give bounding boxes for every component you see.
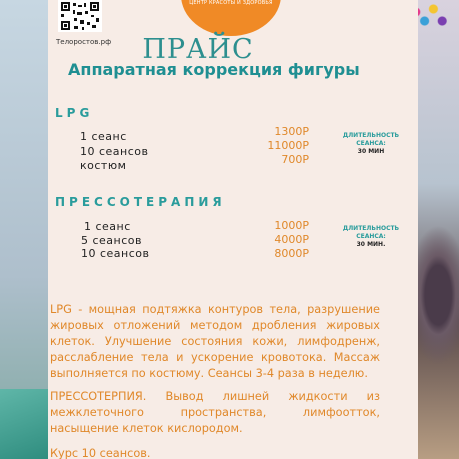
lpg-duration-line: 30 МИН (357, 148, 385, 155)
presso-row-label: 10 сеансов (81, 247, 150, 260)
lpg-row-label: 10 сеансов (80, 145, 149, 158)
lpg-price: 1300Р (274, 125, 309, 138)
presso-row-label: 1 сеанс (84, 220, 131, 233)
qr-code[interactable] (58, 0, 102, 32)
lpg-price: 700Р (281, 153, 309, 166)
presso-price: 4000Р (274, 233, 309, 246)
presso-duration (331, 225, 411, 249)
logo-caption: ЦЕНТР КРАСОТЫ И ЗДОРОВЬЯ (189, 0, 273, 6)
lpg-description: LPG - мощная подтяжка контуров тела, разрушение жировых отложений методом дробления жировых клеток. Улучшение состояния кожи, лимфодренж, расслабление тела и ускорение кровотока. Массаж выполняется по костюму. Сеансы 3-4 раза в неделю. (50, 303, 380, 380)
presso-duration-line: ДЛИТЕЛЬНОСТЬ (342, 225, 400, 232)
lpg-heading: LPG (55, 106, 94, 120)
price-card (48, 0, 418, 459)
presso-price: 1000Р (274, 219, 309, 232)
presso-heading: ПРЕССОТЕРАПИЯ (55, 195, 226, 209)
course-text: Курс 10 сеансов. (50, 447, 151, 459)
lpg-price: 11000Р (267, 139, 309, 152)
website-text: Телоростов.рф (56, 38, 112, 46)
background-teal-box (0, 389, 48, 459)
presso-row-label: 5 сеансов (81, 234, 143, 247)
lpg-row-label: 1 сеанс (80, 130, 127, 143)
page-subtitle: Аппаратная коррекция фигуры (68, 60, 360, 79)
presso-duration-line: СЕАНСА: (356, 233, 386, 240)
presso-description: ПРЕССОТЕРПИЯ. Вывод лишней жидкости из межклеточного пространства, лимфоотток, насыщение клеток кислородом. (50, 390, 380, 435)
presso-duration-line: 30 МИН. (356, 241, 386, 248)
lpg-row-label: костюм (80, 159, 127, 172)
page-title: ПРАЙС (142, 34, 254, 65)
lpg-duration (331, 132, 411, 156)
lpg-duration-line: ДЛИТЕЛЬНОСТЬ (342, 132, 400, 139)
lpg-duration-line: СЕАНСА: (356, 140, 386, 147)
presso-price: 8000Р (274, 247, 309, 260)
